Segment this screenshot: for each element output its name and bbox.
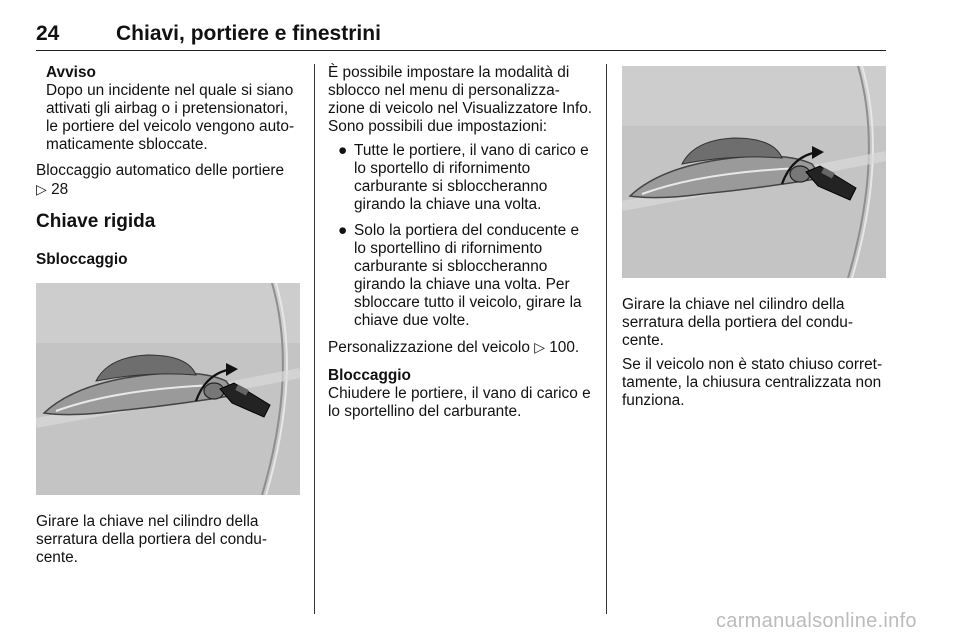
- page-reference-icon: ▷: [36, 181, 47, 197]
- page-header: [36, 22, 886, 51]
- illustration-caption: Girare la chiave nel cilindro della serratura della portiera del condu-cente.: [36, 513, 267, 566]
- column-2: [328, 64, 594, 427]
- note-title: Avviso: [46, 64, 96, 81]
- illustration-caption: Girare la chiave nel cilindro della serratura della portiera del condu-cente.: [622, 296, 853, 349]
- list-item-text: Tutte le portiere, il vano di carico e lo sportello di rifornimento carburante si sbloccheranno girando la chiave una volta.: [354, 142, 589, 213]
- note-box: [46, 64, 302, 154]
- lock-text: Chiudere le portiere, il vano di carico e lo sportellino del carburante.: [328, 385, 591, 420]
- bullet-dot-icon: ●: [338, 222, 348, 239]
- warning-paragraph: Se il veicolo non è stato chiuso corret-tamente, la chiusura centralizzata non funziona.: [622, 356, 883, 409]
- page-reference-icon: ▷: [534, 339, 545, 355]
- section-title: Chiave rigida: [36, 211, 156, 232]
- list-item: [328, 142, 594, 214]
- note-text: Dopo un incidente nel quale si siano attivati gli airbag o i pretensionatori, le portiere del veicolo vengono auto-maticamente sbloccate.: [46, 82, 295, 153]
- bullet-dot-icon: ●: [338, 142, 348, 159]
- subsection-title: Sbloccaggio: [36, 251, 128, 268]
- watermark: carmanualsonline.info: [716, 610, 917, 632]
- custom-paragraph: [328, 338, 594, 357]
- lock-title: Bloccaggio: [328, 367, 411, 384]
- column-1: [36, 64, 302, 573]
- auto-unlock-text: Bloccaggio automatico delle portiere: [36, 162, 285, 179]
- page-number: 24: [36, 22, 60, 45]
- column-3: [622, 64, 890, 416]
- auto-unlock-ref: 28: [51, 181, 69, 198]
- custom-ref: 100.: [549, 339, 580, 356]
- key-in-door-lock-illustration: [36, 283, 300, 495]
- key-in-door-lock-illustration: [622, 66, 886, 278]
- intro-paragraph: È possibile impostare la modalità di sblocco nel menu di personalizza-zione di veicolo nel Visualizzatore Info. Sono possibili due impostazioni:: [328, 64, 593, 135]
- chapter-title: Chiavi, portiere e finestrini: [116, 22, 381, 45]
- auto-unlock-paragraph: [36, 162, 302, 199]
- list-item: [328, 222, 594, 330]
- column-divider: [606, 64, 607, 614]
- list-item-text: Solo la portiera del conducente e lo sportellino di rifornimento carburante si sbloccheranno girando la chiave una volta. Per sbloccare tutto il veicolo, girare la chiave due volte.: [354, 222, 582, 329]
- column-divider: [314, 64, 315, 614]
- custom-text: Personalizzazione del veicolo: [328, 339, 530, 356]
- settings-list: [328, 142, 594, 330]
